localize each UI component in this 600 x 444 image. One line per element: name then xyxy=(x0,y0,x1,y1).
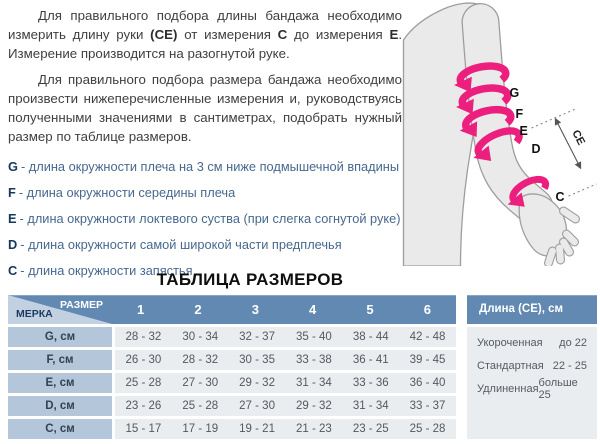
label-d: D xyxy=(531,142,541,156)
cell: 33 - 36 xyxy=(352,377,389,389)
size-column-header: 2 xyxy=(194,302,202,317)
intro-text-column xyxy=(0,0,403,278)
cell: 33 - 38 xyxy=(295,354,332,366)
size-column-header: 3 xyxy=(251,302,259,317)
length-option-name: Стандартная xyxy=(477,360,544,372)
measurement-item-d xyxy=(8,237,402,252)
arm-illustration xyxy=(402,0,600,266)
table-row-e xyxy=(8,373,456,393)
row-label: F, см xyxy=(8,350,112,370)
size-column-header: 6 xyxy=(423,302,431,317)
cell: 38 - 44 xyxy=(352,331,389,343)
measurement-text: - длина окружности плеча на 3 см ниже подмышечной впадины xyxy=(20,159,400,174)
length-option-short xyxy=(477,333,587,353)
intro-p1-text: от измерения xyxy=(177,27,278,42)
measurement-text: - длина окружности локтевого суства (при слегка согнутой руке) xyxy=(19,211,401,226)
measurement-letter: D xyxy=(8,237,18,252)
label-c: C xyxy=(555,190,565,204)
table-row-g xyxy=(8,327,456,347)
length-panel-header: Длина (CE), см xyxy=(467,295,597,324)
measurement-letter: C xyxy=(8,263,18,278)
cell: 25 - 28 xyxy=(409,423,446,435)
intro-p1-text: . Измерение производится на разогнутой руке. xyxy=(8,27,403,61)
cell: 30 - 34 xyxy=(182,331,219,343)
length-option-name: Укороченная xyxy=(477,337,543,349)
cell: 26 - 30 xyxy=(125,354,162,366)
cell: 25 - 28 xyxy=(182,400,219,412)
label-g: G xyxy=(509,86,520,100)
cell: 31 - 34 xyxy=(352,400,389,412)
intro-p1-text: Для правильного подбора длины бандажа необходимо измерить длину руки xyxy=(8,8,402,42)
cell: 23 - 26 xyxy=(125,400,162,412)
ce-dotted-line-top xyxy=(532,109,576,128)
cell: 32 - 37 xyxy=(239,331,275,343)
measurement-text: - длина окружности самой широкой части предплечья xyxy=(20,237,342,252)
intro-paragraph-length xyxy=(8,6,402,63)
cell: 39 - 45 xyxy=(409,354,446,366)
cell: 17 - 19 xyxy=(182,423,219,435)
intro-p1-ce: (CE) xyxy=(150,27,178,42)
size-table-header xyxy=(8,295,456,324)
corner-label-size: РАЗМЕР xyxy=(60,299,103,311)
cell: 25 - 28 xyxy=(125,377,162,389)
cell: 23 - 25 xyxy=(352,423,389,435)
measurement-letter: E xyxy=(8,211,17,226)
label-e: E xyxy=(519,124,528,138)
row-label: D, см xyxy=(8,396,112,416)
cell: 19 - 21 xyxy=(239,423,275,435)
intro-p1-e: E xyxy=(389,27,399,42)
cell: 42 - 48 xyxy=(409,331,446,343)
length-panel-body xyxy=(467,327,597,439)
row-values xyxy=(115,396,456,416)
size-table xyxy=(8,295,456,439)
ce-dotted-line-bottom xyxy=(569,184,597,196)
size-table-title: ТАБЛИЦА РАЗМЕРОВ xyxy=(156,270,344,289)
length-panel xyxy=(467,295,597,439)
table-row-c xyxy=(8,419,456,439)
cell: 29 - 32 xyxy=(295,400,332,412)
cell: 15 - 17 xyxy=(125,423,162,435)
cell: 35 - 40 xyxy=(295,331,332,343)
cell: 28 - 32 xyxy=(182,354,219,366)
size-column-header: 5 xyxy=(366,302,374,317)
row-label: G, см xyxy=(8,327,112,347)
cell: 28 - 32 xyxy=(125,331,162,343)
label-f: F xyxy=(515,107,524,121)
length-option-value: больше 25 xyxy=(538,377,578,401)
intro-paragraph-size: Для правильного подбора размера бандажа необходимо произвести нижеперечисленные измерения и, руководствуясь полученными значениями в сантиметрах, подобрать нужный размер по таблице размеров. xyxy=(8,72,402,144)
length-option-value: 22 - 25 xyxy=(552,360,587,372)
measurement-item-f xyxy=(8,185,402,200)
cell: 31 - 34 xyxy=(295,377,332,389)
ce-label: CE xyxy=(569,128,587,148)
length-option-name: Удлиненная xyxy=(477,383,539,395)
measurement-list xyxy=(8,159,402,278)
intro-p1-c: C xyxy=(277,27,288,42)
row-label: C, см xyxy=(8,419,112,439)
size-column-header: 1 xyxy=(137,302,145,317)
measurement-item-e xyxy=(8,211,402,226)
row-values xyxy=(115,327,456,347)
measurement-text: - длина окружности середины плеча xyxy=(18,185,236,200)
table-row-f xyxy=(8,350,456,370)
measurement-text: - длина окружности запястья xyxy=(20,263,193,278)
cell: 33 - 37 xyxy=(409,400,446,412)
length-option-standard xyxy=(477,356,587,376)
cell: 36 - 40 xyxy=(409,377,446,389)
size-table-section xyxy=(8,295,600,439)
measurement-letter: F xyxy=(8,185,16,200)
row-label: E, см xyxy=(8,373,112,393)
row-values xyxy=(115,350,456,370)
intro-p1-text: до измерения xyxy=(287,27,390,42)
measurement-item-g xyxy=(8,159,402,174)
corner-label-measure: МЕРКА xyxy=(16,308,53,320)
cell: 36 - 41 xyxy=(352,354,389,366)
measurement-letter: G xyxy=(8,159,18,174)
cell: 27 - 30 xyxy=(182,377,219,389)
table-row-d xyxy=(8,396,456,416)
row-values xyxy=(115,419,456,439)
length-option-value: до 22 xyxy=(559,337,587,349)
cell: 29 - 32 xyxy=(239,377,275,389)
corner-cell xyxy=(8,295,112,324)
cell: 27 - 30 xyxy=(239,400,275,412)
arm-measurement-diagram xyxy=(402,0,600,266)
cell: 30 - 35 xyxy=(239,354,275,366)
size-column-header: 4 xyxy=(309,302,317,317)
length-option-long xyxy=(477,379,587,399)
row-values xyxy=(115,373,456,393)
cell: 21 - 23 xyxy=(295,423,332,435)
